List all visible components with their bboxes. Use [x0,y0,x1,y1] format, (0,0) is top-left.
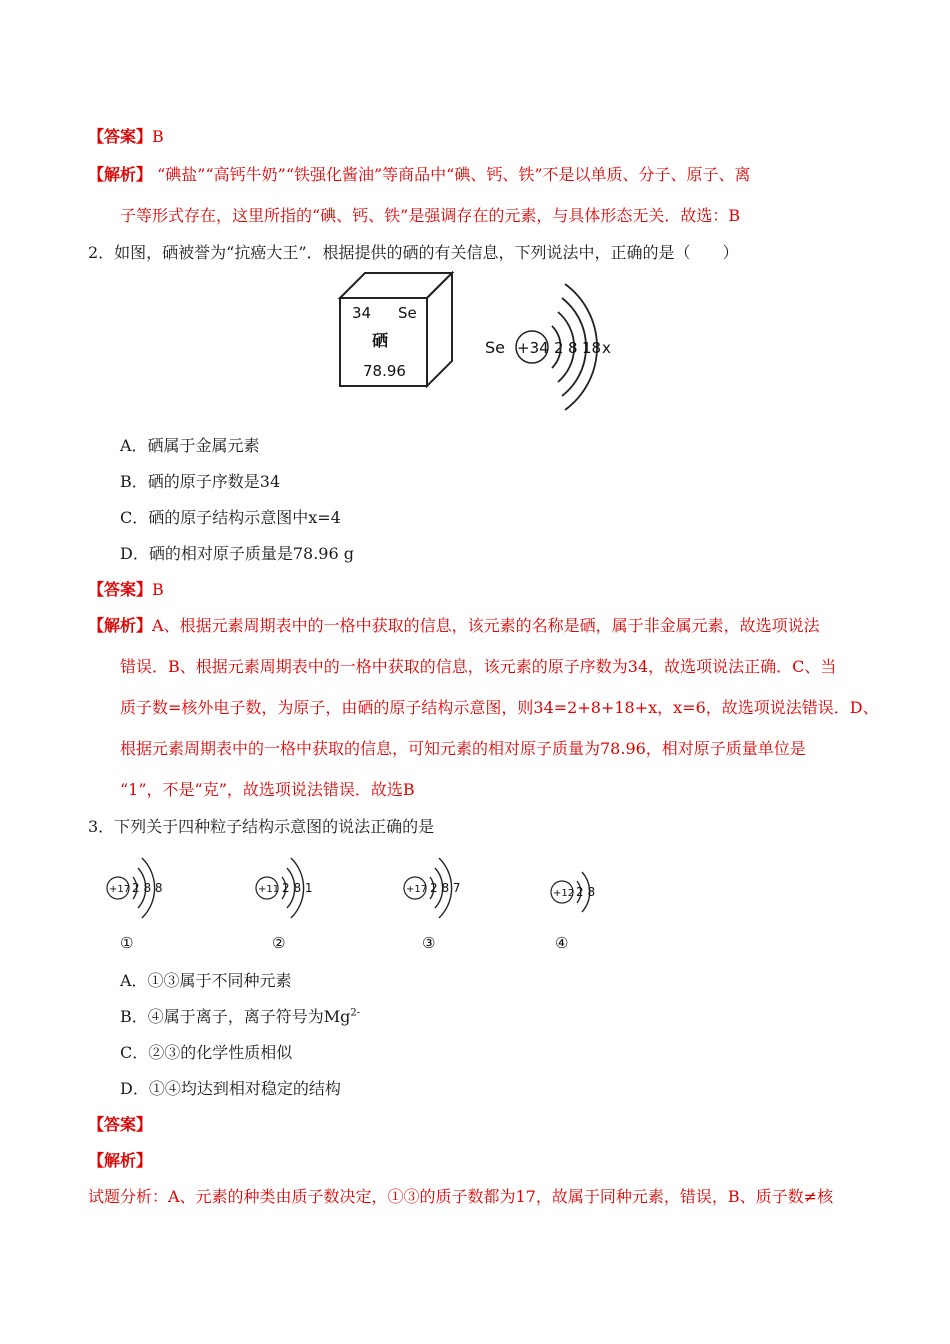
element-name: 硒 [372,331,389,350]
analysis-tag: 【解析】 [88,165,153,184]
diagram-label: ① [120,934,134,952]
analysis-text: A、根据元素周期表中的一格中获取的信息，该元素的名称是硒，属于非金属元素，故选项说法 [152,616,820,635]
q3-option-c: C．②③的化学性质相似 [120,1043,293,1062]
particle-diagram-1 [107,858,163,952]
answer-tag: 【答案】 [88,580,153,599]
analysis-tag: 【解析】 [88,616,153,635]
q1-analysis-line2: 子等形式存在，这里所指的“碘、钙、铁”是强调存在的元素，与具体形态无关．故选：B [120,206,741,225]
q1-answer [88,124,164,147]
q2-stem: 2．如图，硒被誉为“抗癌大王”．根据提供的硒的有关信息，下列说法中，正确的是（ ） [88,243,739,262]
shell-1: 2 [554,339,564,357]
q3-analysis-tag: 【解析】 [88,1151,153,1170]
q3-analysis-text: 试题分析：A、元素的种类由质子数决定，①③的质子数都为17，故属于同种元素，错误，B、质子数≠核 [88,1187,834,1206]
nucleus-label: +17 [109,884,131,895]
answer-value: B [152,127,164,146]
element-mass: 78.96 [363,362,406,380]
q2-option-c: C．硒的原子结构示意图中x=4 [120,508,341,527]
q2-option-d: D．硒的相对原子质量是78.96 g [120,544,354,563]
q3-answer-tag: 【答案】 [88,1115,153,1134]
answer-value: B [152,580,164,599]
particle-diagram-4 [551,872,595,952]
shell-label: 2 8 7 [430,881,461,895]
nucleus-label: +17 [406,884,428,895]
option-b-text: B．④属于离子，离子符号为Mg [120,1007,351,1026]
element-cube [340,273,452,386]
atom-symbol: Se [485,338,505,357]
q1-analysis-line1 [88,162,751,185]
q3-stem: 3．下列关于四种粒子结构示意图的说法正确的是 [88,817,435,836]
q2-analysis-line5: “1”，不是“克”，故选项说法错误．故选B [120,780,415,799]
option-b-charge: 2- [350,1007,361,1019]
q2-answer [88,577,164,600]
q2-analysis-line4: 根据元素周期表中的一格中获取的信息，可知元素的相对原子质量为78.96，相对原子质量单位是 [120,739,806,758]
diagram-label: ③ [422,934,436,952]
nucleus-label: +12 [553,888,575,899]
shell-label: 2 8 8 [132,881,163,895]
answer-tag: 【答案】 [88,127,153,146]
q3-option-b [120,1004,360,1027]
atom-structure [485,284,611,410]
nucleus-label: +11 [258,884,280,895]
element-number: 34 [352,304,372,322]
q2-figure [330,268,630,423]
particle-diagram-3 [404,858,461,952]
particle-diagram-2 [256,858,313,952]
q3-option-a: A．①③属于不同种元素 [120,971,292,990]
shell-label: 2 8 1 [282,881,313,895]
element-symbol: Se [398,304,417,322]
q2-option-a: A．硒属于金属元素 [120,436,260,455]
shell-4: x [602,339,611,357]
q3-diagrams [100,850,620,955]
atom-nucleus: +34 [517,339,549,357]
analysis-text: “碘盐”“高钙牛奶”“铁强化酱油”等商品中“碘、钙、铁”不是以单质、分子、原子、离 [152,165,751,184]
q2-analysis-line3: 质子数=核外电子数，为原子，由硒的原子结构示意图，则34=2+8+18+x，x=6，故选项说法错误．D、 [120,698,879,717]
q2-option-b: B．硒的原子序数是34 [120,472,281,491]
q3-option-d: D．①④均达到相对稳定的结构 [120,1079,341,1098]
diagram-label: ② [272,934,286,952]
shell-3: 18 [582,339,602,357]
shell-2: 8 [568,339,578,357]
q2-analysis-line1 [88,613,820,636]
diagram-label: ④ [555,934,569,952]
shell-label: 2 8 [576,885,596,899]
q2-analysis-line2: 错误．B、根据元素周期表中的一格中获取的信息，该元素的原子序数为34，故选项说法正确．C、当 [120,657,837,676]
